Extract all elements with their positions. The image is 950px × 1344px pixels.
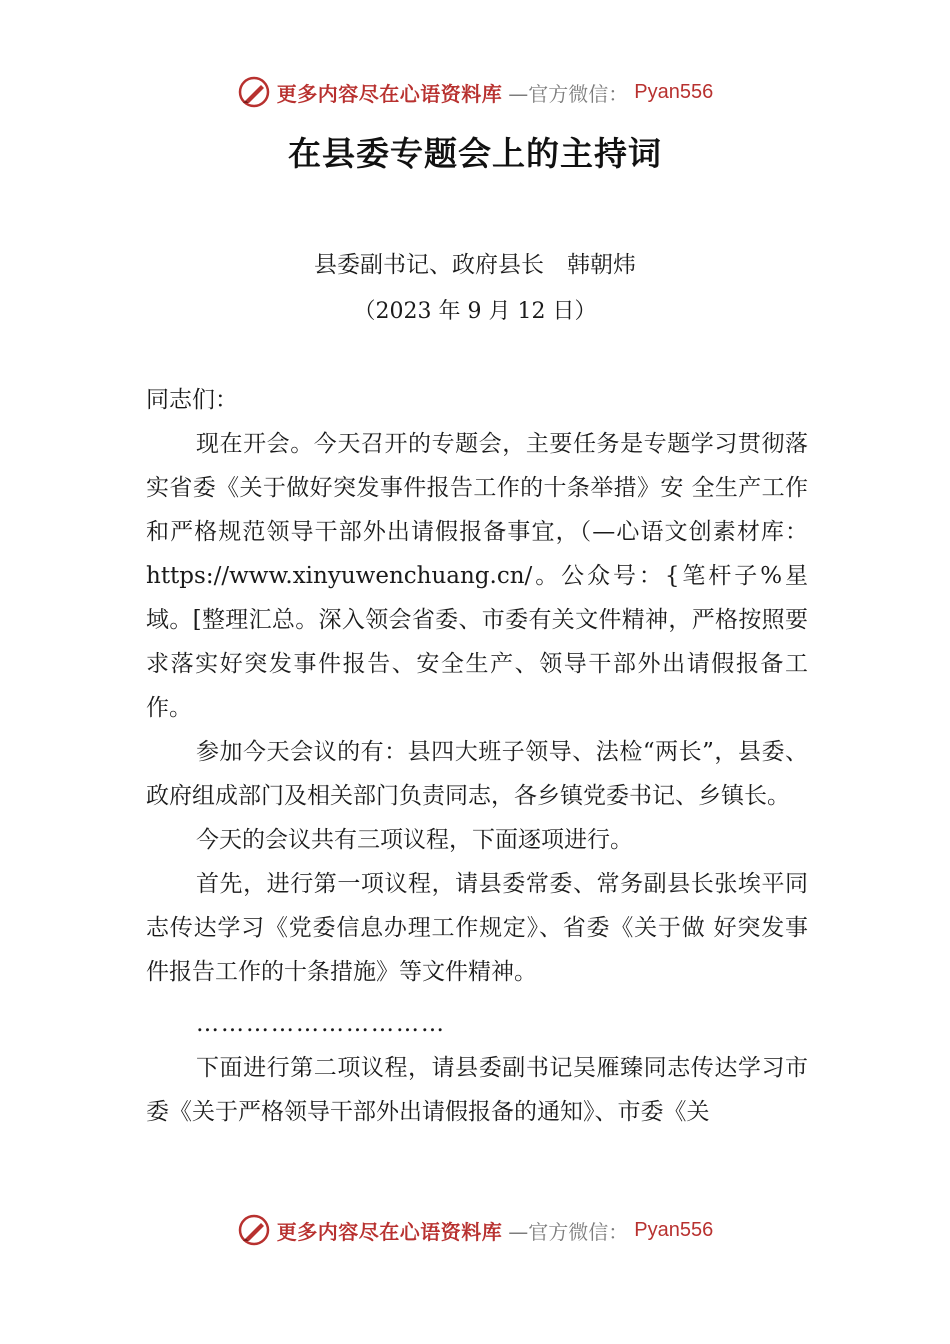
paragraph: 下面进行第二项议程，请县委副书记吴雁臻同志传达学习市委《关于严格领导干部外出请假报备的通知》、市委《关 bbox=[146, 1055, 808, 1125]
paragraph: 参加今天会议的有：县四大班子领导、法检“两长”，县委、政府组成部门及相关部门负责同志，各乡镇党委书记、乡镇长。 bbox=[146, 739, 808, 809]
watermark-label: —官方微信： bbox=[508, 1219, 629, 1244]
document-body bbox=[146, 378, 808, 1134]
document-date: （2023 年 9 月 12 日） bbox=[353, 299, 597, 324]
watermark-banner-top bbox=[0, 72, 950, 112]
paragraph: 今天的会议共有三项议程，下面逐项进行。 bbox=[196, 827, 633, 853]
document-title: 在县委专题会上的主持词 bbox=[288, 134, 662, 173]
pen-logo-icon bbox=[237, 1213, 271, 1247]
watermark-banner-bottom bbox=[0, 1210, 950, 1250]
paragraph: 现在开会。今天召开的专题会，主要任务是专题学习贯彻落实省委《关于做好突发事件报告工作的十条举措》安 全生产工作和严格规范领导干部外出请假报备事宜，（—心语文创素材库：https://www.xinyuwenchuang.cn/。公众号：{笔杆子%星域。[整理汇总。深入领会省委、市委有关文件精神，严格按照要求落实好突发事件报告、安全生产、领导干部外出请假报备工作。 bbox=[146, 431, 808, 721]
greeting: 同志们： bbox=[146, 387, 238, 413]
watermark-wechat-id: Pyan556 bbox=[634, 80, 714, 103]
paragraph: 首先，进行第一项议程，请县委常委、常务副县长张埃平同志传达学习《党委信息办理工作规定》、省委《关于做 好突发事件报告工作的十条措施》等文件精神。 bbox=[146, 871, 808, 985]
watermark-label: —官方微信： bbox=[508, 81, 629, 106]
watermark-text: 更多内容尽在心语资料库 bbox=[276, 81, 503, 106]
document-author: 县委副书记、政府县长 韩朝炜 bbox=[314, 252, 636, 278]
watermark-text: 更多内容尽在心语资料库 bbox=[276, 1219, 503, 1244]
pen-logo-icon bbox=[237, 75, 271, 109]
watermark-wechat-id: Pyan556 bbox=[634, 1218, 714, 1241]
ellipsis-separator: ………………………… bbox=[196, 1011, 446, 1037]
